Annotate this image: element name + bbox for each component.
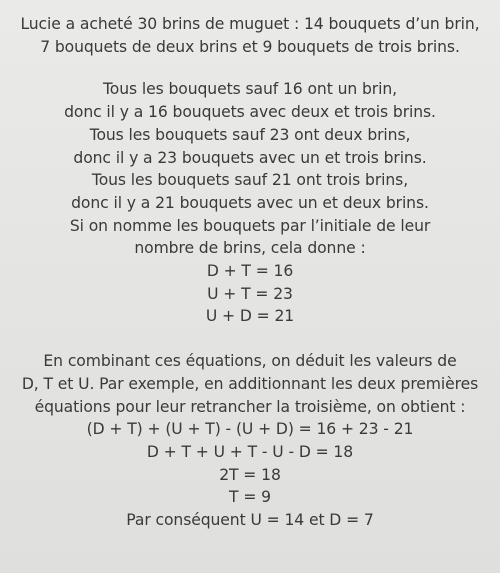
equation-line: U + T = 23 <box>207 284 293 303</box>
solution-line: équations pour leur retrancher la troisième, on obtient : <box>34 397 466 416</box>
equation-line: D + T = 16 <box>206 262 294 281</box>
explanation-line: Tous les bouquets sauf 23 ont deux brins, <box>89 125 411 144</box>
explanation-line: nombre de brins, cela donne : <box>134 239 366 258</box>
intro-line: 7 bouquets de deux brins et 9 bouquets de trois brins. <box>40 37 460 56</box>
explanation-line: donc il y a 21 bouquets avec un et deux brins. <box>71 193 429 212</box>
equation-line: 2T = 18 <box>219 465 281 484</box>
explanation-line: Tous les bouquets sauf 21 ont trois brins, <box>91 171 409 190</box>
conclusion-line: Par conséquent U = 14 et D = 7 <box>126 511 374 530</box>
explanation-line: Si on nomme les bouquets par l’initiale de leur <box>69 216 431 235</box>
paragraph-spacer <box>0 328 500 350</box>
explanation-paragraph <box>0 78 500 328</box>
equation-line: D + T + U + T - U - D = 18 <box>146 442 354 461</box>
solution-line: En combinant ces équations, on déduit les valeurs de <box>43 352 457 371</box>
equation-line: U + D = 21 <box>205 307 295 326</box>
equation-line: (D + T) + (U + T) - (U + D) = 16 + 23 - 21 <box>86 420 414 439</box>
paragraph-spacer <box>0 58 500 78</box>
explanation-line: Tous les bouquets sauf 16 ont un brin, <box>103 80 397 99</box>
intro-line: Lucie a acheté 30 brins de muguet : 14 bouquets d’un brin, <box>20 15 480 33</box>
intro-paragraph <box>0 13 500 58</box>
explanation-line: donc il y a 23 bouquets avec un et trois brins. <box>73 148 427 167</box>
solution-paragraph <box>0 350 500 532</box>
explanation-line: donc il y a 16 bouquets avec deux et trois brins. <box>64 103 436 122</box>
solution-line: D, T et U. Par exemple, en additionnant les deux premières <box>21 374 479 393</box>
equation-line: T = 9 <box>229 488 271 507</box>
